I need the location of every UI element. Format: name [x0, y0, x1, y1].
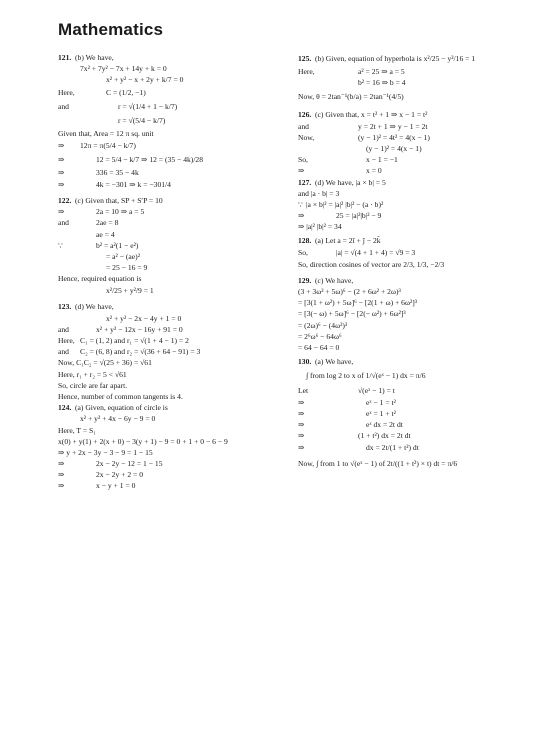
solution-line [58, 86, 280, 100]
line-label: ⇒ [298, 166, 305, 176]
solution-line [58, 153, 280, 167]
line-text: |a| = √(4 + 1 + 4) = √9 = 3 [336, 247, 416, 257]
solution-line [58, 74, 280, 85]
line-text: 2x − 2y − 12 = 1 − 15 [96, 459, 163, 469]
line-label: ∵ [58, 240, 63, 250]
solution-line [58, 284, 280, 298]
line-text: |a × b|² = |a|² |b|² − (a · b)² [306, 199, 384, 209]
page-title: Mathematics [58, 20, 164, 39]
solution-line [58, 369, 280, 380]
line-text: (b) Given, equation of hyperbola is x²/25 − y²/16 = 1 [315, 54, 476, 63]
line-text: 25 = |a|²|b|² − 9 [336, 211, 382, 221]
line-text: dx = 2t/(1 + t²) dt [366, 443, 419, 453]
line-text: (1 + t²) dx = 2t dt [358, 431, 411, 441]
solution-line [298, 199, 524, 210]
line-text: = (2ω)⁶ − (4ω²)³ [298, 320, 348, 330]
line-text: y = 2t + 1 ⇒ y − 1 = 2t [358, 121, 428, 131]
line-text: Now, θ = 2tan⁻¹(b/a) = 2tan⁻¹(4/5) [298, 92, 404, 102]
solution-line [58, 63, 280, 74]
line-label: and [58, 324, 69, 334]
line-label: ⇒ [298, 443, 305, 453]
solution-line [58, 380, 280, 391]
line-text: (b) We have, [75, 53, 114, 62]
line-text: eˣ dx = 2t dt [366, 419, 403, 429]
right-column [298, 52, 524, 473]
solution-line [298, 88, 524, 106]
line-label: Let [298, 386, 309, 396]
solution-line [58, 178, 280, 192]
line-text: 7x² + 7y² − 7x + 14y + k = 0 [80, 64, 167, 74]
solution-line [58, 469, 280, 480]
line-text: ae = 4 [96, 229, 115, 239]
line-text: 2a = 10 ⇒ a = 5 [96, 207, 145, 217]
line-text: eˣ = 1 + t² [366, 408, 396, 418]
line-text: (y − 1)² = 4(x − 1) [366, 143, 422, 153]
line-text: x² + y² − x + 2y + k/7 = 0 [106, 75, 184, 85]
line-text: So, direction cosines of vector are 2/3, 1/3, −2/3 [298, 259, 445, 269]
line-label: ⇒ [58, 459, 65, 469]
line-text: and |a · b| = 3 [298, 188, 340, 198]
line-text: (c) Given that, SP + S′P = 10 [75, 195, 163, 205]
line-label: ⇒ [58, 140, 65, 150]
question-number: 130. [298, 357, 312, 367]
solution-line [298, 121, 524, 132]
solution-line [58, 128, 280, 139]
line-label: Here, [298, 67, 315, 76]
line-text: (3 + 3ω² + 5ω)⁶ − (2 + 6ω² + 2ω)³ [298, 287, 401, 296]
line-text: (d) We have, |a × b| = 5 [315, 177, 386, 187]
line-label: Here, [58, 87, 75, 97]
solution-line [298, 154, 524, 165]
solution-line [58, 100, 280, 114]
solution-line [298, 143, 524, 154]
solution-line [298, 320, 524, 331]
solution-line [298, 455, 524, 473]
solution-line [298, 297, 524, 308]
line-text: (c) We have, [315, 275, 354, 285]
line-text: = 2⁶ω⁶ − 64ω⁶ [298, 331, 342, 341]
question-number: 127. [298, 177, 312, 187]
solution-line [298, 331, 524, 342]
line-label: ⇒ [298, 419, 305, 429]
solution-line [298, 247, 524, 258]
line-text: Here, r₁ + r₂ = 5 < √61 [58, 369, 127, 379]
solution-line [298, 188, 524, 199]
line-label: ⇒ [298, 408, 305, 418]
solution-line [298, 356, 524, 367]
solution-line [298, 367, 524, 385]
solution-line [298, 235, 524, 246]
solution-line [58, 229, 280, 240]
solution-line [298, 77, 524, 88]
solution-line [298, 342, 524, 353]
line-text: 4k = −301 ⇒ k = −301/4 [96, 179, 171, 189]
line-text: x(0) + y(1) + 2(x + 0) − 3(y + 1) − 9 = 0 + 1 + 0 − 6 − 9 [58, 436, 228, 446]
line-text: x = 0 [366, 166, 382, 176]
line-text: C = (1/2, −1) [106, 87, 146, 97]
solution-line [298, 210, 524, 221]
solution-line [58, 335, 280, 346]
solution-line [298, 66, 524, 77]
line-text: x² + y² − 2x − 4y + 1 = 0 [106, 313, 182, 323]
line-label: ⇒ [58, 154, 65, 164]
solution-line [298, 177, 524, 188]
solution-line [298, 165, 524, 176]
line-label: and [58, 347, 69, 357]
line-text: C₂ = (6, 8) and r₂ = √(36 + 64 − 91) = 3 [80, 347, 201, 357]
line-label: ⇒ [58, 179, 65, 189]
solution-line [58, 402, 280, 413]
line-text: C₁ = (1, 2) and r₁ = √(1 + 4 − 1) = 2 [80, 336, 189, 345]
solution-line [58, 167, 280, 178]
line-text: r = √(1/4 + 1 − k/7) [118, 101, 178, 111]
line-label: and [58, 218, 69, 228]
solution-line [58, 480, 280, 491]
solution-line [58, 425, 280, 436]
question-number: 122. [58, 195, 72, 205]
solution-line [298, 308, 524, 319]
line-text: Hence, number of common tangents is 4. [58, 391, 183, 401]
solution-line [58, 301, 280, 312]
line-text: x − y + 1 = 0 [96, 481, 136, 491]
solution-line [58, 52, 280, 63]
question-number: 128. [298, 236, 312, 246]
solution-line [298, 441, 524, 455]
line-text: Here, T = S₁ [58, 425, 96, 435]
line-text: eˣ − 1 = t² [366, 397, 396, 407]
line-text: 12π = π(5/4 − k/7) [80, 140, 136, 150]
solution-line [58, 324, 280, 335]
solution-line [298, 258, 524, 272]
line-text: = [3(1 + ω²) + 5ω]⁶ − [2(1 + ω) + 6ω²]³ [298, 298, 418, 308]
question-number: 123. [58, 302, 72, 312]
solution-line [58, 114, 280, 128]
line-text: Now, ∫ from 1 to √(eˣ − 1) of 2t/((1 + t²) × t) dt = π/6 [298, 459, 458, 469]
line-text: (c) Given that, x = t² + 1 ⇒ x − 1 = t² [315, 110, 428, 120]
question-number: 125. [298, 54, 312, 63]
line-text: x²/25 + y²/9 = 1 [106, 286, 154, 296]
line-text: (y − 1)² = 4t² = 4(x − 1) [358, 132, 430, 142]
question-number: 129. [298, 275, 312, 285]
solution-line [58, 262, 280, 273]
solution-line [298, 286, 524, 297]
line-label: So, [298, 247, 308, 257]
line-text: (d) We have, [75, 302, 114, 312]
line-text: (a) Given, equation of circle is [75, 403, 168, 413]
solution-line [58, 313, 280, 324]
line-label: ⇒ [58, 470, 65, 480]
left-column [58, 52, 280, 492]
line-text: Hence, required equation is [58, 274, 142, 284]
line-text: x² + y² + 4x − 6y − 9 = 0 [80, 414, 156, 424]
line-text: ∫ from log 2 to x of 1/√(eˣ − 1) dx = π/6 [306, 371, 426, 381]
line-text: = 64 − 64 = 0 [298, 342, 340, 352]
line-label: ⇒ [298, 211, 305, 221]
line-text: √(eˣ − 1) = t [358, 386, 395, 396]
solution-line [58, 139, 280, 153]
solution-line [298, 221, 524, 232]
line-label: ⇒ [58, 167, 65, 177]
line-label: ∵ [298, 199, 303, 209]
question-number: 121. [58, 53, 72, 62]
line-text: r = √(5/4 − k/7) [118, 115, 166, 125]
solution-line [298, 430, 524, 441]
line-text: So, circle are far apart. [58, 380, 128, 390]
solution-line [58, 206, 280, 217]
line-label: So, [298, 155, 308, 165]
solution-line [298, 385, 524, 396]
line-label: ⇒ [58, 207, 65, 217]
line-text: Given that, Area = 12 π sq. unit [58, 128, 154, 138]
solution-line [298, 132, 524, 143]
line-label: Now, [298, 132, 315, 142]
line-text: = a² − (ae)² [106, 251, 140, 261]
solution-line [58, 436, 280, 447]
line-text: x² + y² − 12x − 16y + 91 = 0 [96, 324, 183, 334]
line-text: (a) We have, [315, 357, 354, 367]
solution-line [58, 195, 280, 206]
line-label: and [58, 101, 69, 111]
line-label: ⇒ [298, 431, 305, 441]
solution-line [298, 52, 524, 66]
solution-line [58, 251, 280, 262]
line-label: ⇒ [298, 397, 305, 407]
solution-line [298, 109, 524, 120]
solution-line [58, 447, 280, 458]
line-text: ⇒ y + 2x − 3y − 3 − 9 = 1 − 15 [58, 447, 153, 457]
question-number: 124. [58, 403, 72, 413]
solution-line [58, 217, 280, 228]
solution-line [58, 240, 280, 251]
solution-line [58, 413, 280, 424]
line-text: 2ae = 8 [96, 218, 119, 228]
solution-line [298, 408, 524, 419]
line-label: ⇒ [58, 481, 65, 491]
line-text: 12 = 5/4 − k/7 ⇒ 12 = (35 − 4k)/28 [96, 154, 204, 164]
solution-line [298, 419, 524, 430]
question-number: 126. [298, 110, 312, 120]
line-text: b² = a²(1 − e²) [96, 240, 139, 250]
line-text: Now, C₁C₂ = √(25 + 36) = √61 [58, 358, 152, 368]
solution-line [58, 357, 280, 368]
line-label: and [298, 121, 309, 131]
solution-line [298, 275, 524, 286]
line-text: 2x − 2y + 2 = 0 [96, 470, 144, 480]
line-text: b² = 16 ⇒ b = 4 [358, 78, 406, 88]
solution-line [58, 346, 280, 357]
line-text: a² = 25 ⇒ a = 5 [358, 67, 405, 76]
line-text: 336 = 35 − 4k [96, 167, 139, 177]
line-text: (a) Let a = 2î + ĵ − 2k̂ [315, 236, 381, 246]
line-text: ⇒ |a|² |b|² = 34 [298, 222, 342, 232]
solution-line [298, 397, 524, 408]
line-text: x − 1 = −1 [366, 155, 398, 165]
solution-line [58, 458, 280, 469]
line-label: Here, [58, 336, 75, 345]
solution-line [58, 391, 280, 402]
line-text: = 25 − 16 = 9 [106, 263, 148, 273]
solution-line [58, 273, 280, 284]
line-text: = [3(− ω) + 5ω]⁶ − [2(− ω²) + 6ω²]³ [298, 309, 406, 319]
